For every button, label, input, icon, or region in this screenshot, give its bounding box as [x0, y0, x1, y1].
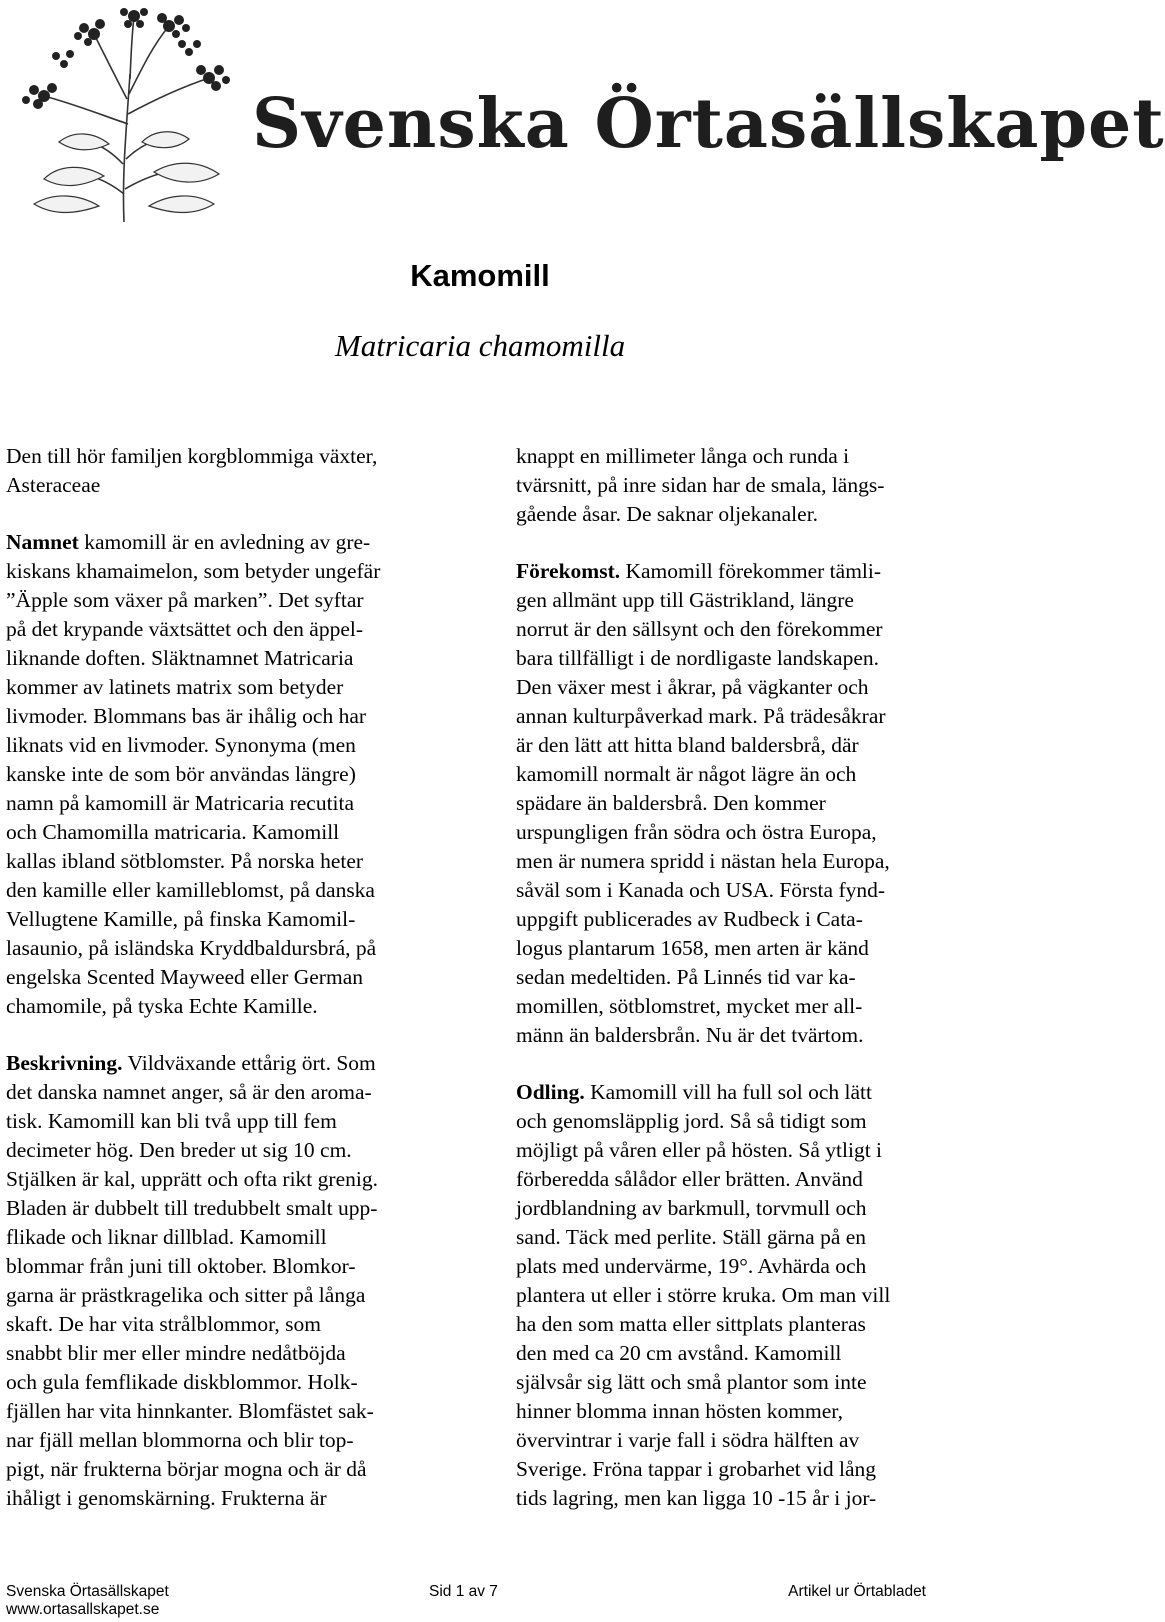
text-line-content: uppgift publicerades av Rudbeck i Cata- [516, 907, 863, 931]
text-line [516, 644, 966, 673]
text-line-content: ”Äpple som växer på marken”. Det syftar [6, 588, 364, 612]
text-line-content: Sverige. Fröna tappar i grobarhet vid lång [516, 1457, 877, 1481]
text-line [516, 557, 966, 586]
text-line [516, 731, 966, 760]
text-line-content: plats med undervärme, 19°. Avhärda och [516, 1254, 867, 1278]
text-line-content: Asteraceae [6, 473, 101, 497]
text-line [516, 586, 966, 615]
text-line-content: hinner blomma innan hösten kommer, [516, 1399, 843, 1423]
text-line-content: är den lätt att hitta bland baldersbrå, där [516, 733, 859, 757]
text-line-content: liknande doften. Släktnamnet Matricaria [6, 646, 354, 670]
text-line [6, 1310, 456, 1339]
text-line [516, 1281, 966, 1310]
text-line-content: lasaunio, på isländska Kryddbaldursbrá, på [6, 936, 377, 960]
section-heading: Namnet [6, 530, 79, 554]
text-line [6, 847, 456, 876]
text-line-content: sedan medeltiden. På Linnés tid var ka- [516, 965, 856, 989]
text-line-content: logus plantarum 1658, men arten är känd [516, 936, 869, 960]
text-line [6, 1165, 456, 1194]
text-line-content: Den växer mest i åkrar, på vägkanter och [516, 675, 869, 699]
text-line [516, 1455, 966, 1484]
text-line [6, 702, 456, 731]
text-line-content: jordblandning av barkmull, torvmull och [516, 1196, 867, 1220]
text-line [516, 1339, 966, 1368]
text-line [516, 1397, 966, 1426]
text-line [6, 1107, 456, 1136]
text-line [6, 992, 456, 1021]
text-line [516, 1136, 966, 1165]
text-line-content: kiskans khamaimelon, som betyder ungefär [6, 559, 381, 583]
text-line-content: såväl som i Kanada och USA. Första fynd- [516, 878, 886, 902]
text-line-content: och genomsläpplig jord. Så så tidigt som [516, 1109, 867, 1133]
text-line [516, 1021, 966, 1050]
text-line-content: decimeter hög. Den breder ut sig 10 cm. [6, 1138, 352, 1162]
text-line [516, 847, 966, 876]
text-line-content: den kamille eller kamilleblomst, på danska [6, 878, 375, 902]
footer-society-name: Svenska Örtasällskapet [6, 1583, 169, 1600]
text-line [6, 1368, 456, 1397]
text-line-content: Kamomill vill ha full sol och lätt [584, 1080, 872, 1104]
text-line [6, 557, 456, 586]
text-line-content: chamomile, på tyska Echte Kamille. [6, 994, 318, 1018]
text-line [516, 905, 966, 934]
text-line [6, 1136, 456, 1165]
text-line-content: nar fjäll mellan blommorna och blir top- [6, 1428, 354, 1452]
text-line-content: Bladen är dubbelt till tredubbelt smalt upp- [6, 1196, 378, 1220]
text-line [6, 1397, 456, 1426]
text-line-content: gående åsar. De saknar oljekanaler. [516, 502, 819, 526]
text-line-content: gen allmänt upp till Gästrikland, längre [516, 588, 854, 612]
footer-url: www.ortasallskapet.se [6, 1601, 160, 1618]
text-line [6, 673, 456, 702]
text-line [6, 876, 456, 905]
text-line-content: tvärsnitt, på inre sidan har de smala, längs- [516, 473, 885, 497]
section-heading: Förekomst. [516, 559, 621, 583]
text-line [516, 673, 966, 702]
text-line [6, 1426, 456, 1455]
text-line [6, 1078, 456, 1107]
text-line [516, 760, 966, 789]
text-line-content: spädare än baldersbrå. Den kommer [516, 791, 826, 815]
text-line-content: kallas ibland sötblomster. På norska heter [6, 849, 364, 873]
text-line-content: flikade och liknar dillblad. Kamomill [6, 1225, 327, 1249]
text-line-content: annan kulturpåverkad mark. På trädesåkrar [516, 704, 886, 728]
society-brand-title: Svenska Örtasällskapet [252, 84, 1165, 164]
text-line-content: bara tillfälligt i de nordligaste landskapen. [516, 646, 880, 670]
text-line [516, 702, 966, 731]
text-line-content: Kamomill förekommer tämli- [620, 559, 882, 583]
text-line-content: Den till hör familjen korgblommiga växter, [6, 444, 378, 468]
paragraph-break [516, 1050, 966, 1078]
text-line-content: pigt, när frukterna börjar mogna och är då [6, 1457, 367, 1481]
footer-source: Artikel ur Örtabladet [788, 1583, 926, 1600]
text-line [516, 1484, 966, 1513]
text-line [6, 1339, 456, 1368]
text-line-content: norrut är den sällsynt och den förekommer [516, 617, 883, 641]
text-line-content: snabbt blir mer eller mindre nedåtböjda [6, 1341, 346, 1365]
text-line [516, 1310, 966, 1339]
text-line [516, 471, 966, 500]
text-line [6, 1194, 456, 1223]
text-line-content: kanske inte de som bör användas längre) [6, 762, 356, 786]
article-title: Kamomill [410, 258, 550, 293]
text-line-content: fjällen har vita hinnkanter. Blomfästet sak- [6, 1399, 374, 1423]
text-line [6, 1484, 456, 1513]
text-line-content: liknats vid en livmoder. Synonyma (men [6, 733, 356, 757]
text-line [6, 586, 456, 615]
text-line-content: momillen, sötblomstret, mycket mer all- [516, 994, 863, 1018]
text-line [6, 615, 456, 644]
text-line [6, 1281, 456, 1310]
text-line [6, 528, 456, 557]
text-line-content: männ än baldersbrån. Nu är det tvärtom. [516, 1023, 864, 1047]
text-line-content: blommar från juni till oktober. Blomkor- [6, 1254, 356, 1278]
text-line-content: Stjälken är kal, upprätt och ofta rikt grenig. [6, 1167, 378, 1191]
text-line [516, 1252, 966, 1281]
section-heading: Odling. [516, 1080, 585, 1104]
text-line [516, 1368, 966, 1397]
text-line-content: övervintrar i varje fall i södra hälften av [516, 1428, 860, 1452]
article-scientific-name: Matricaria chamomilla [334, 328, 626, 363]
text-line-content: garna är prästkragelika och sitter på långa [6, 1283, 366, 1307]
text-line-content: tisk. Kamomill kan bli två upp till fem [6, 1109, 337, 1133]
text-line [516, 500, 966, 529]
text-line [516, 1165, 966, 1194]
left-text-column [6, 442, 456, 1513]
text-line [516, 789, 966, 818]
text-line [516, 1107, 966, 1136]
text-line [6, 789, 456, 818]
text-line [6, 731, 456, 760]
paragraph-break [6, 500, 456, 528]
text-line-content: engelska Scented Mayweed eller German [6, 965, 363, 989]
text-line-content: namn på kamomill är Matricaria recutita [6, 791, 355, 815]
herb-illustration-icon [4, 4, 254, 226]
text-line-content: kamomill är en avledning av gre- [78, 530, 371, 554]
text-line-content: kamomill normalt är något lägre än och [516, 762, 857, 786]
text-line [6, 818, 456, 847]
text-line [6, 963, 456, 992]
text-line-content: och Chamomilla matricaria. Kamomill [6, 820, 340, 844]
section-heading: Beskrivning. [6, 1051, 123, 1075]
text-line-content: men är numera spridd i nästan hela Europa, [516, 849, 890, 873]
text-line [516, 442, 966, 471]
text-line [6, 934, 456, 963]
text-line-content: förberedda sålådor eller brätten. Använd [516, 1167, 863, 1191]
text-line-content: på det krypande växtsättet och den äppel- [6, 617, 363, 641]
text-line [516, 934, 966, 963]
text-line [516, 992, 966, 1021]
text-line [6, 442, 456, 471]
text-line [516, 876, 966, 905]
text-line [6, 1455, 456, 1484]
text-line-content: skaft. De har vita strålblommor, som [6, 1312, 322, 1336]
text-line [516, 1078, 966, 1107]
text-line-content: sand. Täck med perlite. Ställ gärna på en [516, 1225, 867, 1249]
text-line [516, 1194, 966, 1223]
paragraph-break [6, 1021, 456, 1049]
text-line-content: ihåligt i genomskärning. Frukterna är [6, 1486, 327, 1510]
text-line-content: tids lagring, men kan ligga 10 -15 år i jor- [516, 1486, 877, 1510]
right-text-column [516, 442, 966, 1513]
text-line [516, 615, 966, 644]
text-line [516, 818, 966, 847]
text-line-content: kommer av latinets matrix som betyder [6, 675, 344, 699]
text-line [6, 760, 456, 789]
text-line [6, 1252, 456, 1281]
text-line-content: Vildväxande ettårig ört. Som [122, 1051, 376, 1075]
text-line [6, 905, 456, 934]
text-line-content: möjligt på våren eller på hösten. Så ytligt i [516, 1138, 883, 1162]
text-line [516, 963, 966, 992]
text-line-content: självsår sig lätt och små plantor som inte [516, 1370, 867, 1394]
text-line-content: och gula femflikade diskblommor. Holk- [6, 1370, 358, 1394]
text-line [6, 1049, 456, 1078]
footer-page-number: Sid 1 av 7 [429, 1583, 498, 1600]
text-line [516, 1223, 966, 1252]
text-line-content: ha den som matta eller sittplats planteras [516, 1312, 866, 1336]
text-line-content: knappt en millimeter långa och runda i [516, 444, 850, 468]
text-line-content: livmoder. Blommans bas är ihålig och har [6, 704, 367, 728]
text-line [6, 471, 456, 500]
text-line-content: plantera ut eller i större kruka. Om man vill [516, 1283, 891, 1307]
text-line-content: urspungligen från södra och östra Europa, [516, 820, 877, 844]
text-line [516, 1426, 966, 1455]
text-line [6, 1223, 456, 1252]
text-line-content: Vellugtene Kamille, på finska Kamomil- [6, 907, 356, 931]
text-line-content: den med ca 20 cm avstånd. Kamomill [516, 1341, 842, 1365]
text-line-content: det danska namnet anger, så är den aroma- [6, 1080, 372, 1104]
paragraph-break [516, 529, 966, 557]
text-line [6, 644, 456, 673]
